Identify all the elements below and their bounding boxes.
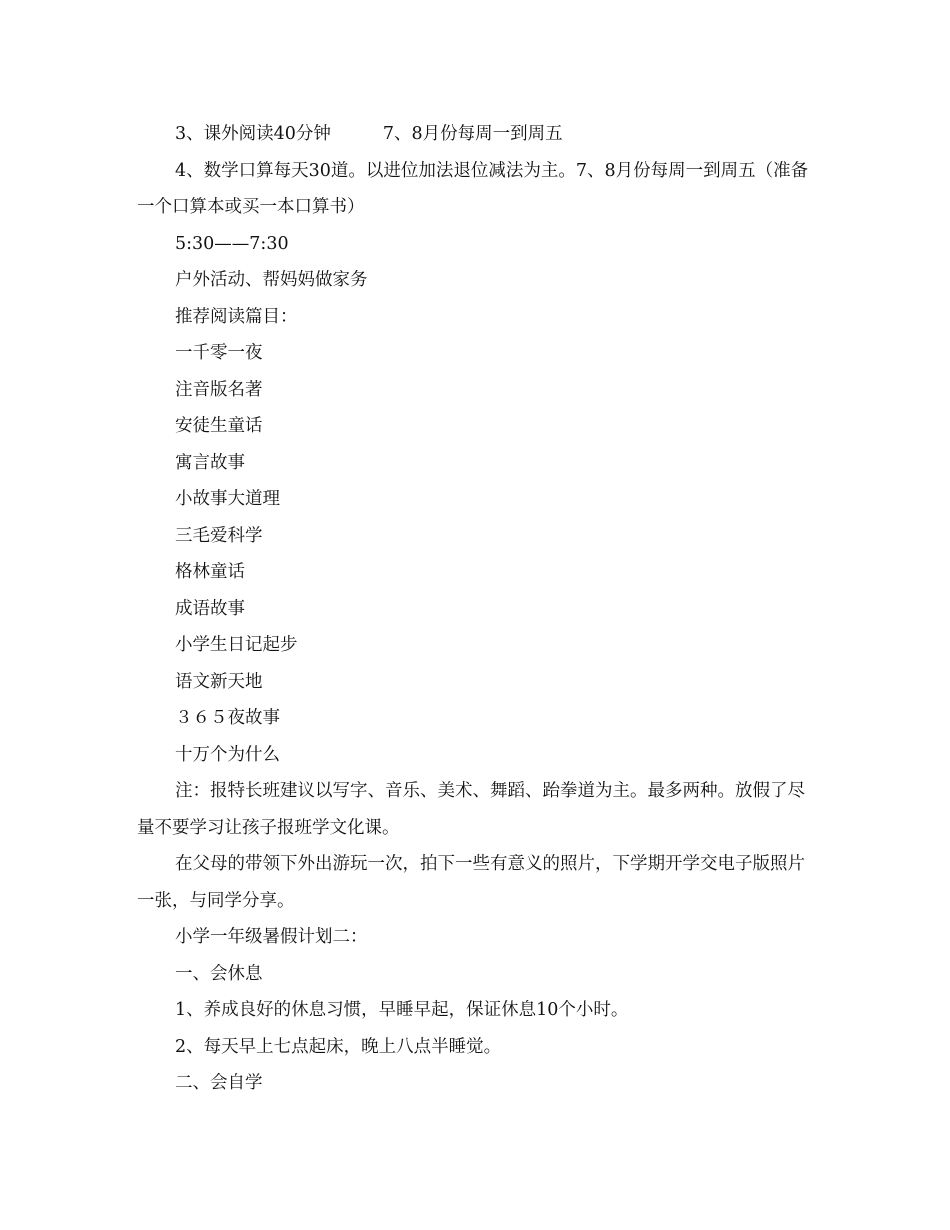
paragraph-note: 注：报特长班建议以写字、音乐、美术、舞蹈、跆拳道为主。最多两种。放假了尽量不要学习让孩子报班学文化课。 xyxy=(137,781,805,838)
book-item: 寓言故事 xyxy=(175,452,245,473)
document-body xyxy=(137,116,813,1102)
book-item: 注音版名著 xyxy=(175,379,263,400)
section-heading-rest: 一、会休息 xyxy=(175,963,263,984)
rest-item: 2、每天早上七点起床，晚上八点半睡觉。 xyxy=(175,1036,502,1057)
paragraph-time: 5:30——7:30 xyxy=(175,233,289,254)
book-item: 成语故事 xyxy=(175,598,245,619)
reading-schedule: 7、8月份每周一到周五 xyxy=(382,124,563,144)
book-item: 小故事大道理 xyxy=(175,489,280,509)
book-item: 小学生日记起步 xyxy=(175,635,298,655)
plan-two-title: 小学一年级暑假计划二： xyxy=(175,927,368,947)
paragraph-math: 4、数学口算每天30道。以进位加法退位减法为主。7、8月份每周一到周五（准备一个口算本或买一本口算书） xyxy=(137,160,809,217)
book-item: 语文新天地 xyxy=(175,671,263,692)
paragraph-reading xyxy=(137,116,813,153)
paragraph-outdoor: 户外活动、帮妈妈做家务 xyxy=(175,270,368,290)
book-item: ３６５夜故事 xyxy=(175,708,280,728)
book-item: 安徒生童话 xyxy=(175,416,263,436)
reading-task: 3、课外阅读40分钟 xyxy=(175,124,331,144)
book-item: 格林童话 xyxy=(175,562,245,582)
book-item: 十万个为什么 xyxy=(175,744,280,765)
paragraph-recommend: 推荐阅读篇目： xyxy=(175,306,298,327)
section-heading-self-study: 二、会自学 xyxy=(175,1073,263,1093)
book-item: 一千零一夜 xyxy=(175,343,263,363)
book-item: 三毛爱科学 xyxy=(175,525,263,546)
paragraph-trip: 在父母的带领下外出游玩一次，拍下一些有意义的照片，下学期开学交电子版照片一张，与同学分享。 xyxy=(137,854,805,911)
rest-item: 1、养成良好的休息习惯，早睡早起，保证休息10个小时。 xyxy=(175,1000,629,1020)
